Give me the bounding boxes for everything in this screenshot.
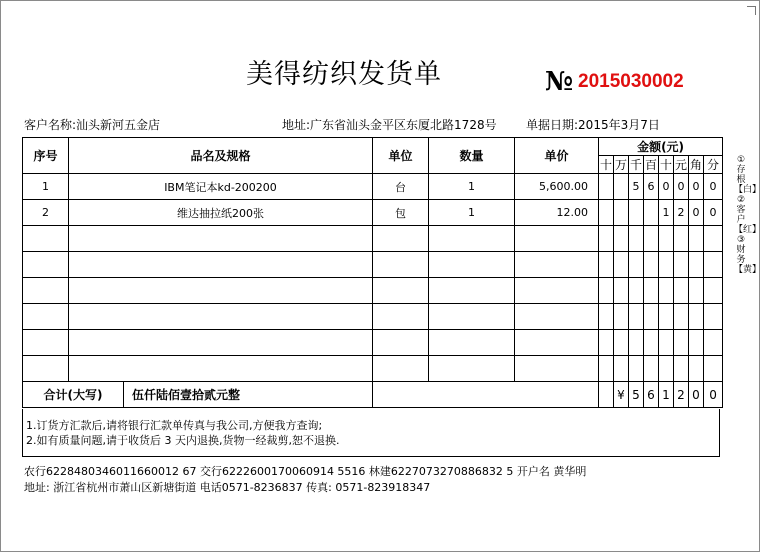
document-number: 2015030002 [578,71,684,92]
row-amount-digit [629,226,644,252]
header-seq: 序号 [23,138,69,174]
row-amount-digit [704,252,723,278]
bank-accounts: 农行6228480346011660012 67 交行6222600170060914 5516 林建6227073270886832 5 开户名 黄华明 [24,465,587,478]
row-amount-digit [644,304,659,330]
row-amount-digit [614,200,629,226]
row-amount-digit [599,304,614,330]
total-row [23,382,723,408]
row-seq [23,330,69,356]
row-name [69,356,373,382]
row-amount-digit [689,252,704,278]
header-unit: 单位 [373,138,429,174]
row-amount-digit [644,252,659,278]
row-amount-digit [704,330,723,356]
row-price: 5,600.00 [515,174,599,200]
total-amount-digit [599,382,614,408]
row-unit [373,226,429,252]
total-blank [373,382,599,408]
row-amount-digit [614,356,629,382]
row-amount-digit [659,356,674,382]
header-amount: 金额(元) [599,138,723,156]
row-qty: 1 [429,200,515,226]
row-price [515,330,599,356]
customer-label: 客户名称: [24,118,77,132]
row-qty [429,278,515,304]
row-seq [23,304,69,330]
table-body [23,174,723,382]
row-amount-digit: 0 [704,174,723,200]
row-amount-digit [689,278,704,304]
row-qty [429,356,515,382]
header-price: 单价 [515,138,599,174]
row-amount-digit [644,330,659,356]
row-name: IBM笔记本kd-200200 [69,174,373,200]
row-amount-digit [629,278,644,304]
notes-box [22,409,720,457]
table-row [23,252,723,278]
row-seq [23,252,69,278]
customer-value: 汕头新河五金店 [76,118,161,132]
row-amount-digit [644,226,659,252]
table-row [23,356,723,382]
total-amount-digit: 6 [644,382,659,408]
row-amount-digit [689,356,704,382]
row-amount-digit: 6 [644,174,659,200]
row-amount-digit [704,304,723,330]
row-amount-digit [689,226,704,252]
row-name: 维达抽拉纸200张 [69,200,373,226]
row-amount-digit [659,226,674,252]
row-amount-digit [644,278,659,304]
row-price [515,226,599,252]
row-unit: 台 [373,174,429,200]
row-unit: 包 [373,200,429,226]
row-amount-digit [674,252,689,278]
address-label: 地址: [282,118,311,132]
row-amount-digit [629,304,644,330]
row-amount-digit [614,174,629,200]
row-price [515,304,599,330]
document-title: 美得纺织发货单 [246,59,442,90]
row-amount-digit [704,226,723,252]
table-row [23,226,723,252]
row-amount-digit: 0 [689,200,704,226]
date-value: 2015年3月7日 [578,118,660,132]
row-name [69,226,373,252]
row-amount-digit [704,356,723,382]
row-amount-digit [674,304,689,330]
row-seq [23,226,69,252]
row-amount-digit [674,356,689,382]
row-unit [373,356,429,382]
table-row [23,330,723,356]
row-unit [373,304,429,330]
row-unit [373,278,429,304]
total-amount-digit: ¥ [614,382,629,408]
row-qty [429,226,515,252]
shipment-table [22,137,723,408]
row-amount-digit [599,356,614,382]
total-amount-digit: 5 [629,382,644,408]
note-line-2: 2.如有质量问题,请于收货后 3 天内退换,货物一经裁剪,恕不退换. [26,434,340,447]
row-name [69,278,373,304]
row-price: 12.00 [515,200,599,226]
row-amount-digit [674,278,689,304]
row-qty [429,330,515,356]
row-amount-digit [614,252,629,278]
table-row [23,304,723,330]
address-info [282,116,497,133]
row-amount-digit [599,278,614,304]
row-amount-digit [614,226,629,252]
digit-header: 千 [629,156,644,174]
company-address: 地址: 浙江省杭州市萧山区新塘街道 电话0571-8236837 传真: 0571-823918347 [24,481,431,494]
row-amount-digit: 1 [659,200,674,226]
digit-header: 元 [674,156,689,174]
row-name [69,330,373,356]
total-cell [23,382,373,408]
row-seq [23,278,69,304]
row-amount-digit [659,278,674,304]
row-amount-digit [629,330,644,356]
row-amount-digit [614,304,629,330]
header-qty: 数量 [429,138,515,174]
row-seq: 1 [23,174,69,200]
total-label: 合计(大写) [23,382,124,407]
row-amount-digit [599,226,614,252]
row-amount-digit [674,330,689,356]
total-amount-digit: 1 [659,382,674,408]
row-name [69,304,373,330]
row-seq: 2 [23,200,69,226]
row-amount-digit [599,252,614,278]
row-amount-digit: 0 [689,174,704,200]
row-amount-digit: 2 [674,200,689,226]
row-price [515,252,599,278]
digit-header: 万 [614,156,629,174]
row-amount-digit [704,278,723,304]
table-row [23,174,723,200]
table-row [23,278,723,304]
row-amount-digit: 0 [674,174,689,200]
row-amount-digit [599,200,614,226]
total-words: 伍仟陆佰壹拾贰元整 [132,388,241,402]
row-unit [373,330,429,356]
row-amount-digit [644,200,659,226]
row-amount-digit: 0 [659,174,674,200]
total-amount-digit: 0 [689,382,704,408]
customer-info [24,116,160,133]
row-amount-digit [659,304,674,330]
row-amount-digit [659,330,674,356]
row-amount-digit: 5 [629,174,644,200]
row-amount-digit [599,330,614,356]
row-amount-digit [614,330,629,356]
total-amount-digit: 0 [704,382,723,408]
row-amount-digit: 0 [704,200,723,226]
document-number-symbol: № [545,67,574,97]
header-name: 品名及规格 [69,138,373,174]
digit-header: 分 [704,156,723,174]
row-qty [429,304,515,330]
digit-header: 角 [689,156,704,174]
row-amount-digit [599,174,614,200]
row-amount-digit [659,252,674,278]
row-amount-digit [629,200,644,226]
row-amount-digit [644,356,659,382]
row-qty: 1 [429,174,515,200]
table-row [23,200,723,226]
row-price [515,356,599,382]
date-label: 单据日期: [526,118,579,132]
row-amount-digit [674,226,689,252]
date-info [526,116,660,133]
page-corner-mark [747,6,756,15]
row-price [515,278,599,304]
row-amount-digit [629,252,644,278]
digit-header: 十 [599,156,614,174]
address-value: 广东省汕头金平区东厦北路1728号 [310,118,497,132]
row-amount-digit [689,304,704,330]
row-unit [373,252,429,278]
row-qty [429,252,515,278]
copy-distribution-note: ①存根【白】②客户【红】③财务【黄】 [734,155,762,275]
digit-header: 百 [644,156,659,174]
note-line-1: 1.订货方汇款后,请将银行汇款单传真与我公司,方便我方查询; [26,419,323,432]
row-seq [23,356,69,382]
total-amount-digit: 2 [674,382,689,408]
row-name [69,252,373,278]
digit-header: 十 [659,156,674,174]
row-amount-digit [629,356,644,382]
row-amount-digit [689,330,704,356]
row-amount-digit [614,278,629,304]
